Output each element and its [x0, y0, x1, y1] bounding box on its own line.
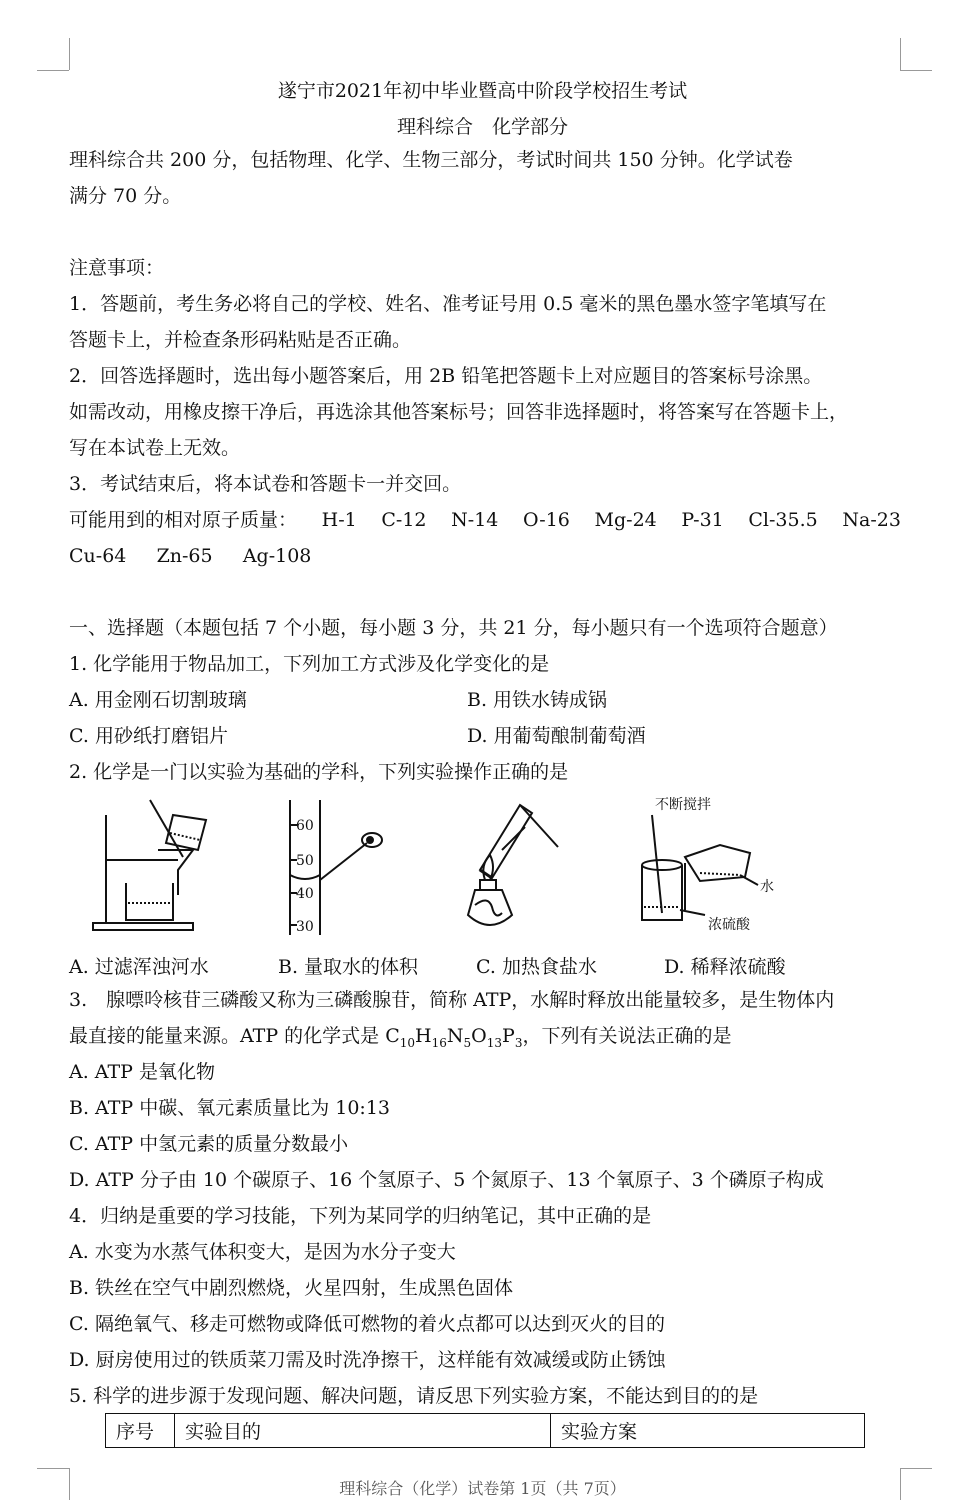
stir-label: 不断搅拌 [655, 797, 711, 813]
tick-30: 30 [296, 919, 314, 935]
crop-mark-bottom-left-h [37, 1468, 69, 1469]
acid-label: 浓硫酸 [708, 917, 750, 933]
graduated-cylinder-figure [275, 795, 405, 940]
q3-line-2-pre: 最直接的能量来源。ATP 的化学式是 C [69, 1025, 400, 1047]
intro-line-1: 理科综合共 200 分，包括物理、化学、生物三部分，考试时间共 150 分钟。化学试卷 [69, 149, 793, 171]
q3-line-2 [69, 1024, 731, 1055]
atomic-mass-item: Na-23 [842, 509, 901, 531]
atp-sub-c: 10 [399, 1035, 416, 1050]
heating-figure [440, 795, 570, 940]
q1-stem: 1. 化学能用于物品加工，下列加工方式涉及化学变化的是 [69, 653, 550, 675]
atomic-mass-label: 可能用到的相对原子质量： [69, 509, 298, 531]
atp-sub-o: 13 [486, 1035, 503, 1050]
q1-option-d: D. 用葡萄酿制葡萄酒 [467, 725, 646, 747]
q1-option-a: A. 用金刚石切割玻璃 [69, 689, 247, 711]
crop-mark-top-left-h [37, 70, 69, 71]
q5-table [105, 1413, 865, 1448]
atomic-mass-item: Zn-65 [156, 545, 213, 567]
atomic-mass-item: P-31 [681, 509, 724, 531]
q3-line-1: 3. 腺嘌呤核苷三磷酸又称为三磷酸腺苷，简称 ATP，水解时释放出能量较多，是生物体内 [69, 989, 835, 1011]
crop-mark-top-left-v [69, 38, 70, 70]
q3-option-b: B. ATP 中碳、氧元素质量比为 10:13 [69, 1097, 391, 1119]
notice-item-2-line-1: 2．回答选择题时，选出每小题答案后，用 2B 铅笔把答题卡上对应题目的答案标号涂黑。 [69, 365, 823, 387]
page-footer: 理科综合（化学）试卷第 1页（共 7页） [339, 1479, 626, 1498]
atomic-mass-item: Ag-108 [242, 545, 312, 567]
intro-line-2: 满分 70 分。 [69, 185, 182, 207]
q2-stem: 2. 化学是一门以实验为基础的学科，下列实验操作正确的是 [69, 761, 569, 783]
q1-option-c: C. 用砂纸打磨铝片 [69, 725, 228, 747]
crop-mark-top-right-v [900, 38, 901, 70]
section-1-heading: 一、选择题（本题包括 7 个小题，每小题 3 分，共 21 分，每小题只有一个选项符合题意） [69, 617, 838, 639]
notice-item-2-line-3: 写在本试卷上无效。 [69, 437, 241, 459]
crop-mark-top-right-h [900, 70, 932, 71]
notice-item-3: 3．考试结束后，将本试卷和答题卡一并交回。 [69, 473, 462, 495]
crop-mark-bottom-right-h [900, 1468, 932, 1469]
q2-option-a: A. 过滤浑浊河水 [69, 956, 209, 978]
atomic-mass-item: Cu-64 [69, 545, 127, 567]
q4-stem: 4．归纳是重要的学习技能，下列为某同学的归纳笔记，其中正确的是 [69, 1205, 652, 1227]
exam-title: 遂宁市2021年初中毕业暨高中阶段学校招生考试 [277, 80, 688, 102]
atp-h: H [415, 1025, 432, 1047]
atomic-mass-row-1 [69, 508, 901, 532]
atomic-mass-item: N-14 [451, 509, 499, 531]
q2-option-b: B. 量取水的体积 [278, 956, 419, 978]
tick-40: 40 [296, 886, 314, 902]
atomic-mass-item: Mg-24 [594, 509, 657, 531]
notice-item-1-line-2: 答题卡上，并检查条形码粘贴是否正确。 [69, 329, 412, 351]
atp-sub-n: 5 [463, 1035, 472, 1050]
notice-item-2-line-2: 如需改动，用橡皮擦干净后，再选涂其他答案标号；回答非选择题时，将答案写在答题卡上， [69, 401, 849, 423]
table-header-plan: 实验方案 [551, 1414, 865, 1448]
atomic-mass-item: C-12 [381, 509, 427, 531]
atp-sub-h: 16 [431, 1035, 447, 1050]
notice-item-1-line-1: 1．答题前，考生务必将自己的学校、姓名、准考证号用 0.5 毫米的黑色墨水签字笔填写在 [69, 293, 827, 315]
water-label: 水 [760, 879, 774, 895]
table-header-number: 序号 [106, 1414, 175, 1448]
atomic-mass-row-2 [69, 544, 311, 568]
q3-option-a: A. ATP 是氧化物 [69, 1061, 215, 1083]
table-row [106, 1414, 865, 1448]
q4-option-b: B. 铁丝在空气中剧烈燃烧，火星四射，生成黑色固体 [69, 1277, 514, 1299]
q2-option-d: D. 稀释浓硫酸 [664, 956, 786, 978]
q4-option-a: A. 水变为水蒸气体积变大，是因为水分子变大 [69, 1241, 456, 1263]
q2-option-c: C. 加热食盐水 [476, 956, 597, 978]
atp-n: N [446, 1025, 464, 1047]
dilution-figure [630, 795, 800, 940]
q3-option-c: C. ATP 中氢元素的质量分数最小 [69, 1133, 349, 1155]
atp-o: O [471, 1025, 487, 1047]
q4-option-d: D. 厨房使用过的铁质菜刀需及时洗净擦干，这样能有效减缓或防止锈蚀 [69, 1349, 666, 1371]
atp-p: P [502, 1025, 515, 1047]
atomic-mass-item: O-16 [523, 509, 570, 531]
exam-subtitle: 理科综合 化学部分 [396, 116, 568, 138]
q2-figures [80, 795, 780, 940]
q3-line-2-post: ，下列有关说法正确的是 [522, 1025, 732, 1047]
q1-option-b: B. 用铁水铸成锅 [467, 689, 608, 711]
q3-option-d: D. ATP 分子由 10 个碳原子、16 个氢原子、5 个氮原子、13 个氧原子、3 个磷原子构成 [69, 1169, 824, 1191]
atomic-mass-item: H-1 [321, 509, 357, 531]
notice-heading: 注意事项： [69, 257, 165, 279]
table-header-purpose: 实验目的 [175, 1414, 551, 1448]
atp-sub-p: 3 [514, 1035, 523, 1050]
q5-stem: 5. 科学的进步源于发现问题、解决问题，请反思下列实验方案，不能达到目的的是 [69, 1385, 759, 1407]
filtration-figure [88, 795, 218, 940]
tick-50: 50 [296, 853, 314, 869]
q4-option-c: C. 隔绝氧气、移走可燃物或降低可燃物的着火点都可以达到灭火的目的 [69, 1313, 665, 1335]
atomic-mass-item: Cl-35.5 [748, 509, 818, 531]
tick-60: 60 [296, 818, 314, 834]
